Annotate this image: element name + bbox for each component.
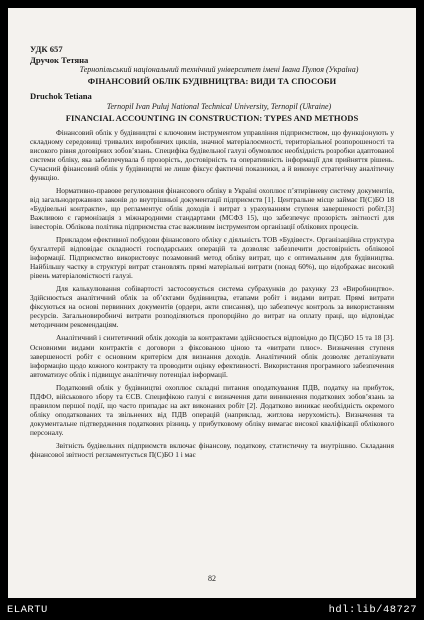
repository-label: ELARTU [7,604,48,616]
body-paragraph: Нормативно-правове регулювання фінансового обліку в Україні охоплює п’ятирівневу систему документів, від загальнодержавних законів до внутрішньої документації підприємств [1]. Центральне місце займає П(С)БО 18 «Будівельні контракти», що регламентує облік доходів і витрат з урахуванням ступеня завершеності робіт.[3] Важливою є гармонізація з міжнародними стандартами (МСФЗ 15), що забезпечує прозорість звітності для інвесторів. Облікова політика підприємства стає важливим інструментом організації облікових процесів. [30,185,394,231]
title-ua: ФІНАНСОВИЙ ОБЛІК БУДІВНИЦТВА: ВИДИ ТА СПОСОБИ [87,76,337,86]
document-page [8,8,416,598]
footer-bar [0,600,424,620]
affiliation-en: Ternopil Ivan Puluj National Technical University, Ternopil (Ukraine) [106,101,332,111]
author-name-en: Druchok Tetiana [30,91,92,101]
body-paragraph: Для калькулювання собівартості застосовується система субрахунків до рахунку 23 «Виробництво». Здійснюється аналітичний облік за об’єктами будівництва, етапами робіт і видами витрат. Прямі витрати фіксуються на основі первинних документів (ордери, акти списання), що забезпечує контроль за використанням ресурсів. Загальновиробничі витрати розподіляються пропорційно до витрат на оплату праці, що відповідає методичним рекомендаціям. [30,284,394,330]
handle-label: hdl:lib/48727 [328,604,417,616]
author-name-ua: Дручок Тетяна [30,54,89,65]
page-number: 82 [208,574,216,583]
body-paragraph: Аналітичний і синтетичний облік доходів за контрактами здійснюється відповідно до П(С)БО 15 та 18 [3]. Основними видами контрактів є договори з фіксованою ціною та «витрати плюс». Визначення ступеня завершеності робіт є основним критерієм для визнання доходів. Аналітичний облік дозволяє деталізувати інформацію щодо кожного контракту та проводити оцінку ефективності. Використання програмного забезпечення автоматизує облік і підвищує аналітичну потенціал інформації. [30,333,394,379]
body-paragraph: Звітність будівельних підприємств включає фінансову, податкову, статистичну та внутрішню. Складання фінансової звітності регламентується П(С)БО 1 і має [30,441,394,460]
body-paragraph: Фінансовий облік у будівництві є ключовим інструментом управління підприємством, що функціонують у складному середовищі тривалих виробничих циклів, значної матеріалоємності, територіальної розпорошеності та високого рівня договірних зобов’язань. Специфіка будівельної галузі обумовлює необхідність розробки адаптованої системи обліку, яка забезпечувала б прозорість, достовірність та оперативність інформації для прийняття рішень. Сучасний фінансовий облік у будівництві не лише фіксує фактичні показники, а й виконує стратегічну аналітичну функцію. [30,127,394,182]
udc-code: УДК 657 [30,44,63,54]
body-paragraph: Податковий облік у будівництві охоплює складні питання оподаткування ПДВ, податку на прибуток, ПДФО, військового збору та ЄСВ. Специфікою галузі є визначення дати виникнення податкових зобов’язань за правилом першої події, що часто припадає на акт виконаних робіт [2]. Додатково виникає необхідність окремого обліку оподаткованих та звільнених від ПДВ операцій (наприклад, житлова нерухомість). Визначення та документальне підтвердження податкових різниць у прибутковому обліку вимагає високої кваліфікації облікового персоналу. [30,382,394,437]
title-en: FINANCIAL ACCOUNTING IN CONSTRUCTION: TYPES AND METHODS [65,112,359,123]
affiliation-ua: Тернопільський національний технічний університет імені Івана Пулюя (Україна) [79,65,359,74]
body-paragraph: Прикладом ефективної побудови фінансового обліку є діяльність ТОВ «Будівест». Організаційна структура бухгалтерії відповідає складності господарських операцій та дозволяє забезпечити достовірність облікової інформації. Підприємство використовує позамовний метод обліку витрат, що є оптимальним для будівництва. Найбільшу частку в структурі витрат становлять прямі матеріальні витрати (понад 60%), що відображає високий рівень матеріаломісткості галузі. [30,235,394,281]
